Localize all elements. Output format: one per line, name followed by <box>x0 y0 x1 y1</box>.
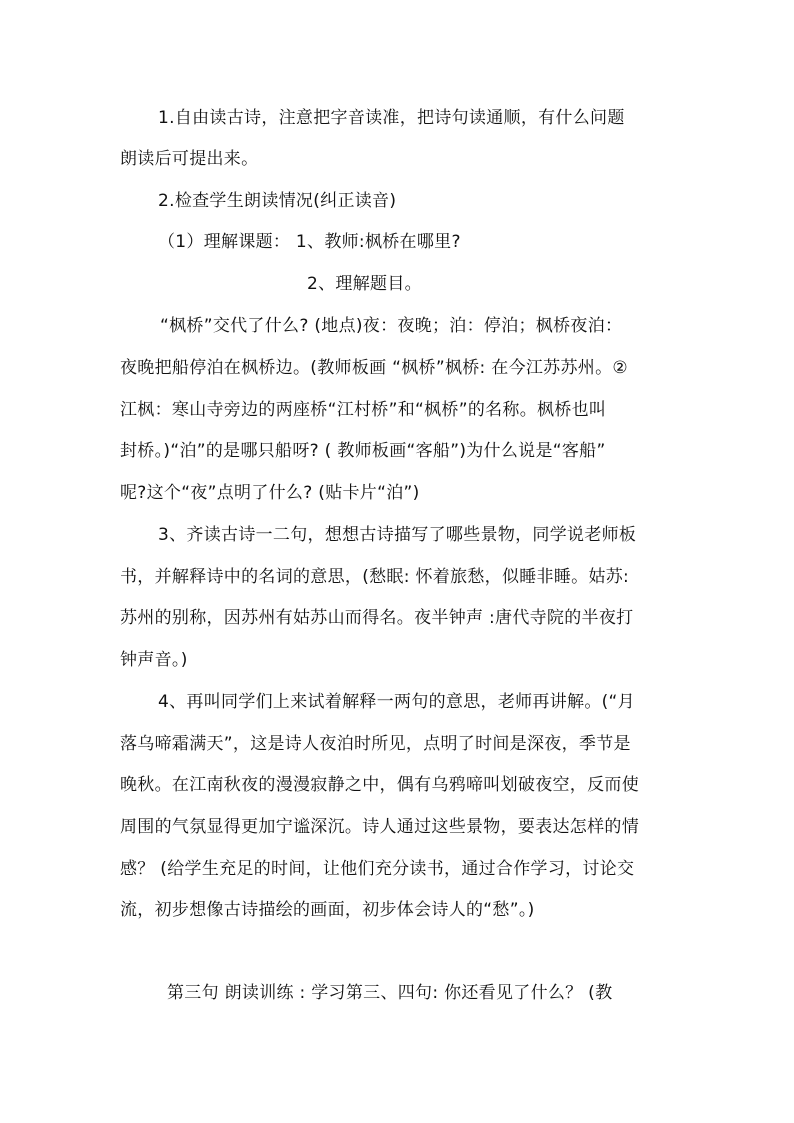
paragraph-5-line-3: 江枫：寒山寺旁边的两座桥“江村桥”和“枫桥”的名称。枫桥也叫 <box>120 400 607 420</box>
paragraph-3-line-1: （1）理解课题： 1、教师:枫桥在哪里? <box>158 232 461 252</box>
paragraph-5-line-4: 封桥。)“泊”的是哪只船呀? ( 教师板画“客船”)为什么说是“客船” <box>120 441 606 461</box>
paragraph-7-line-2: 落乌啼霜满天”，这是诗人夜泊时所见，点明了时间是深夜，季节是 <box>120 734 631 754</box>
paragraph-6-line-1: 3、齐读古诗一二句，想想古诗描写了哪些景物，同学说老师板 <box>158 525 637 545</box>
paragraph-7-line-1: 4、再叫同学们上来试着解释一两句的意思，老师再讲解。(“月 <box>158 692 635 712</box>
paragraph-6-line-4: 钟声音。) <box>120 650 188 670</box>
paragraph-6-line-3: 苏州的别称，因苏州有姑苏山而得名。夜半钟声 :唐代寺院的半夜打 <box>120 608 634 628</box>
paragraph-5-line-2: 夜晚把船停泊在枫桥边。(教师板画 “枫桥”枫桥: 在今江苏苏州。② <box>120 358 628 378</box>
paragraph-6-line-2: 书，并解释诗中的名词的意思，(愁眠: 怀着旅愁，似睡非睡。姑苏: <box>120 567 630 587</box>
paragraph-7-line-5: 感？ (给学生充足的时间，让他们充分读书，通过合作学习，讨论交 <box>120 859 635 879</box>
paragraph-7-line-6: 流，初步想像古诗描绘的画面，初步体会诗人的“愁”。) <box>120 900 535 920</box>
paragraph-7-line-3: 晚秋。在江南秋夜的漫漫寂静之中，偶有乌鸦啼叫划破夜空，反而使 <box>120 775 639 795</box>
paragraph-2-line-1: 2.检查学生朗读情况(纠正读音) <box>158 191 397 211</box>
paragraph-1-line-2: 朗读后可提出来。 <box>120 149 259 169</box>
paragraph-5-line-5: 呢?这个“夜”点明了什么? (贴卡片“泊”) <box>120 483 420 503</box>
paragraph-5-line-1: “枫桥”交代了什么? (地点)夜：夜晚；泊：停泊；枫桥夜泊： <box>160 316 623 336</box>
paragraph-1-line-1: 1.自由读古诗，注意把字音读准，把诗句读通顺，有什么问题 <box>158 108 625 128</box>
paragraph-4-line-1: 2、理解题目。 <box>307 274 422 294</box>
paragraph-7-line-4: 周围的气氛显得更加宁谧深沉。诗人通过这些景物，要表达怎样的情 <box>120 817 639 837</box>
paragraph-8-line-1: 第三句 朗读训练 : 学习第三、四句: 你还看见了什么？ (教 <box>167 983 613 1003</box>
